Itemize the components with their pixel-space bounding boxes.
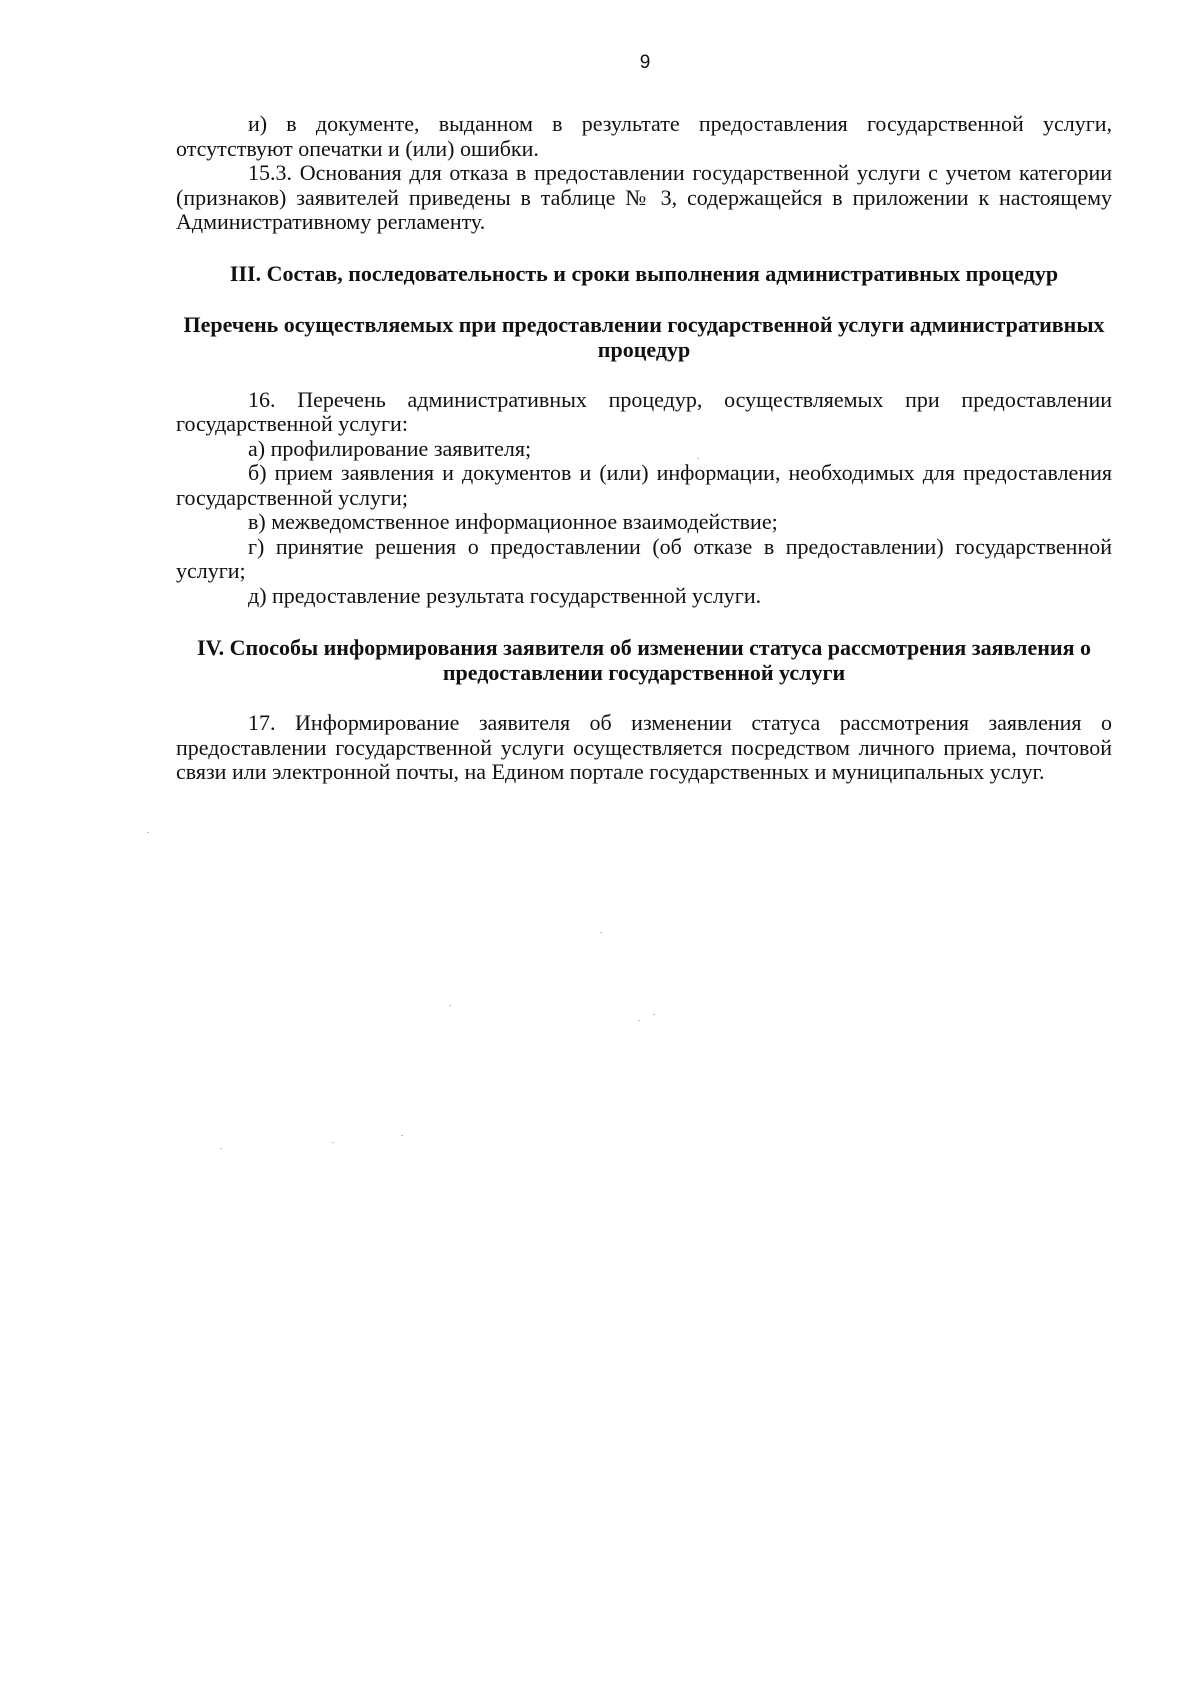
paragraph-16: 16. Перечень административных процедур, осуществляемых при предоставлении государственной услуги: xyxy=(176,386,1112,436)
paragraph-15-3: 15.3. Основания для отказа в предоставлении государственной услуги с учетом категории (признаков) заявителей приведены в таблице № 3, содержащейся в приложении к настоящему Административному регламенту. xyxy=(176,160,1112,234)
scan-speck xyxy=(600,932,602,933)
scan-speck xyxy=(147,832,149,833)
section-3-subheading: Перечень осуществляемых при предоставлении государственной услуги административных процедур xyxy=(183,311,1105,362)
scan-speck xyxy=(638,1020,640,1021)
paragraph-item-i: и) в документе, выданном в результате предоставления государственной услуги, отсутствуют опечатки и (или) ошибки. xyxy=(176,111,1112,161)
document-body xyxy=(176,112,1112,785)
section-4-heading: IV. Способы информирования заявителя об изменении статуса рассмотрения заявления о предоставлении государственной услуги xyxy=(197,635,1091,685)
scan-speck xyxy=(220,1148,222,1149)
list-item-d: д) предоставление результата государственной услуги. xyxy=(248,582,762,608)
scan-speck xyxy=(401,1135,403,1136)
section-3-heading: III. Состав, последовательность и сроки выполнения административных процедур xyxy=(229,260,1059,286)
list-item-b: б) прием заявления и документов и (или) информации, необходимых для предоставления государственной услуги; xyxy=(176,460,1112,510)
paragraph-17: 17. Информирование заявителя об изменении статуса рассмотрения заявления о предоставлении государственной услуги осуществляется посредством личного приема, почтовой связи или электронной почты, на Едином портале государственных и муниципальных услуг. xyxy=(176,710,1112,784)
list-item-v: в) межведомственное информационное взаимодействие; xyxy=(248,509,778,534)
list-item-g: г) принятие решения о предоставлении (об отказе в предоставлении) государственной услуги; xyxy=(176,533,1112,583)
scan-speck xyxy=(332,1142,334,1143)
page-number: 9 xyxy=(639,52,651,73)
list-item-a: а) профилирование заявителя; xyxy=(248,435,532,461)
scan-speck xyxy=(697,458,699,459)
scan-speck xyxy=(653,1014,655,1015)
scan-speck xyxy=(449,1005,451,1006)
